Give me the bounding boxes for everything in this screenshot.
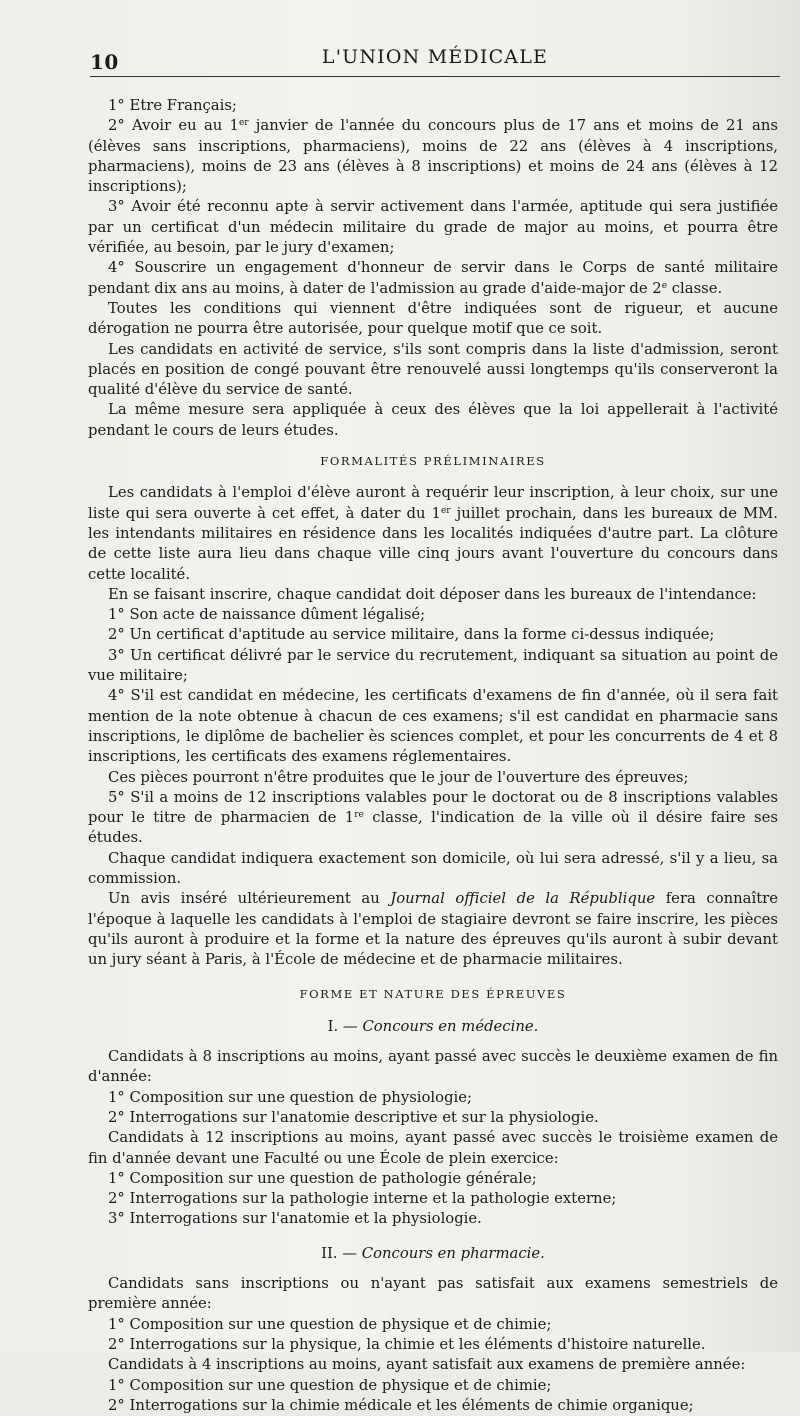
pharmacie-candidates-4: Candidats à 4 inscriptions au moins, ayant satisfait aux examens de première année: [108, 1356, 746, 1374]
medecine-candidates-8: Candidats à 8 inscriptions au moins, ayant passé avec succès le deuxième examen de fin d'année: [88, 1048, 778, 1086]
formalites-item-5: 5° S'il a moins de 12 inscriptions valables pour le doctorat ou de 8 inscriptions valables pour le titre de pharmacien de 1re classe, l'indication de la ville où il désire faire ses études. [88, 788, 778, 847]
condition-4: 4° Souscrire un engagement d'honneur de servir dans le Corps de santé militaire pendant dix ans au moins, à dater de l'admission au grade d'aide-major de 2e classe. [88, 259, 778, 297]
subsection-number-pharmacie: II. — [321, 1244, 362, 1262]
avis-text-end: fera connaître l'époque à laquelle les candidats à l'emploi de stagiaire devront se faire inscrire, les pièces qu'ils auront à produire et la forme et la nature des épreuves qu'ils auront à subir devant un jury séant à Paris, à l'École de médecine et de pharmacie militaires. [88, 890, 778, 969]
page-number: 10 [90, 50, 119, 74]
subsection-title-medecine [88, 1017, 778, 1037]
running-title: L'UNION MÉDICALE [321, 46, 549, 68]
medecine-8-item-1: 1° Composition sur une question de physiologie; [108, 1088, 473, 1106]
medecine-12-item-2: 2° Interrogations sur la pathologie interne et la pathologie externe; [108, 1190, 617, 1208]
avis-text-start: Un avis inséré ultérieurement au [108, 890, 391, 908]
formalites-paragraph-2: En se faisant inscrire, chaque candidat doit déposer dans les bureaux de l'intendance: [108, 585, 757, 603]
medecine-12-item-1: 1° Composition sur une question de pathologie générale; [108, 1169, 537, 1187]
formalites-paragraph-3: Ces pièces pourront n'être produites que le jour de l'ouverture des épreuves; [108, 768, 689, 786]
condition-1: 1° Etre Français; [108, 97, 237, 114]
medecine-12-item-3: 3° Interrogations sur l'anatomie et la physiologie. [108, 1210, 482, 1228]
formalites-item-3: 3° Un certificat délivré par le service du recrutement, indiquant sa situation au point de vue militaire; [88, 646, 778, 685]
subsection-title-pharmacie [88, 1244, 778, 1264]
subsection-label-medecine: Concours en médecine. [362, 1017, 539, 1035]
paragraph-rigueur: Toutes les conditions qui viennent d'être indiquées sont de rigueur, et aucune dérogation ne pourra être autorisée, pour quelque motif que ce soit. [88, 299, 778, 338]
formalites-paragraph-5 [88, 889, 778, 970]
paragraph-mesure: La même mesure sera appliquée à ceux des élèves que la loi appellerait à l'activité pendant le cours de leurs études. [88, 401, 778, 439]
section-title-epreuves: FORME ET NATURE DES ÉPREUVES [299, 987, 567, 1002]
formalites-paragraph-4: Chaque candidat indiquera exactement son domicile, où lui sera adressé, s'il y a lieu, sa commission. [88, 849, 778, 887]
page-header [90, 42, 780, 82]
pharmacie-0-item-1: 1° Composition sur une question de physique et de chimie; [108, 1315, 552, 1333]
subsection-number-medecine: I. — [327, 1017, 363, 1035]
condition-3: 3° Avoir été reconnu apte à servir activement dans l'armée, aptitude qui sera justifiée par un certificat d'un médecin militaire du grade de major au moins, et pourra être vérifiée, au besoin, par le jury d'examen; [88, 198, 778, 257]
pharmacie-4-item-1: 1° Composition sur une question de physique et de chimie; [108, 1376, 552, 1394]
condition-2: 2° Avoir eu au 1er janvier de l'année du concours plus de 17 ans et moins de 21 ans (élèves sans inscriptions, pharmaciens), moins de 22 ans (élèves à 4 inscriptions, pharmaciens), moins de 23 ans (élèves à 8 inscriptions) et moins de 24 ans (élèves à 12 inscriptions); [88, 117, 778, 196]
medecine-8-item-2: 2° Interrogations sur l'anatomie descriptive et sur la physiologie. [108, 1108, 599, 1126]
pharmacie-0-item-2: 2° Interrogations sur la physique, la chimie et les éléments d'histoire naturelle. [108, 1335, 706, 1353]
journal-title: Journal officiel de la République [390, 890, 656, 908]
paragraph-activite: Les candidats en activité de service, s'ils sont compris dans la liste d'admission, seront placés en position de congé pouvant être renouvelé aussi longtemps qu'ils conserveront la qualité d'élève du service de santé. [88, 340, 778, 399]
medecine-candidates-12: Candidats à 12 inscriptions au moins, ayant passé avec succès le troisième examen de fin d'année devant une Faculté ou une École de plein exercice: [88, 1129, 778, 1167]
formalites-paragraph-1: Les candidats à l'emploi d'élève auront à requérir leur inscription, à leur choix, sur une liste qui sera ouverte à cet effet, à dater du 1er juillet prochain, dans les bureaux de MM. les intendants militaires en résidence dans les localités indiquées d'autre part. La clôture de cette liste aura lieu dans chaque ville cinq jours avant l'ouverture du concours dans cette localité. [88, 484, 779, 583]
section-title-formalites: FORMALITÉS PRÉLIMINAIRES [320, 454, 546, 469]
formalites-item-4: 4° S'il est candidat en médecine, les certificats d'examens de fin d'année, où il sera fait mention de la note obtenue à chacun de ces examens; s'il est candidat en pharmacie sans inscriptions, le diplôme de bachelier ès sciences complet, et pour les concurrents de 4 et 8 inscriptions, les certificats des examens réglementaires. [88, 687, 778, 766]
subsection-label-pharmacie: Concours en pharmacie. [361, 1244, 545, 1262]
formalites-item-1: 1° Son acte de naissance dûment légalisé; [108, 606, 426, 624]
formalites-item-2: 2° Un certificat d'aptitude au service militaire, dans la forme ci-dessus indiquée; [108, 626, 715, 644]
header-rule [90, 76, 780, 77]
article-body [88, 96, 778, 1416]
pharmacie-4-item-2: 2° Interrogations sur la chimie médicale et les éléments de chimie organique; [108, 1396, 694, 1414]
pharmacie-candidates-0: Candidats sans inscriptions ou n'ayant pas satisfait aux examens semestriels de première année: [88, 1275, 778, 1313]
